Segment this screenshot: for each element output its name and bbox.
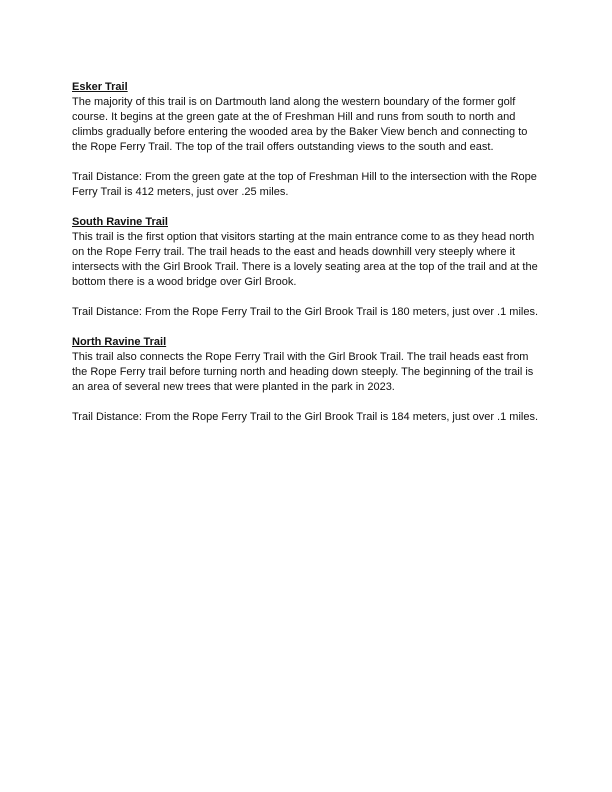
section-north-ravine-trail xyxy=(72,335,544,425)
section-south-ravine-trail xyxy=(72,215,544,320)
section-description: The majority of this trail is on Dartmouth land along the western boundary of the former golf course. It begins at the green gate at the of Freshman Hill and runs from south to north and climbs gradually before entering the wooded area by the Baker View bench and connecting to the Rope Ferry Trail. The top of the trail offers outstanding views to the south and east. xyxy=(72,96,528,153)
trail-distance: Trail Distance: From the Rope Ferry Trail to the Girl Brook Trail is 184 meters, just over .1 miles. xyxy=(72,411,539,423)
trail-distance: Trail Distance: From the green gate at the top of Freshman Hill to the intersection with the Rope Ferry Trail is 412 meters, just over .25 miles. xyxy=(72,171,537,198)
section-esker-trail xyxy=(72,80,544,200)
section-heading: North Ravine Trail xyxy=(72,336,167,348)
trail-distance: Trail Distance: From the Rope Ferry Trail to the Girl Brook Trail is 180 meters, just over .1 miles. xyxy=(72,306,539,318)
section-heading: Esker Trail xyxy=(72,81,128,93)
document-body xyxy=(72,80,544,425)
section-description: This trail is the first option that visitors starting at the main entrance come to as they head north on the Rope Ferry trail. The trail heads to the east and heads downhill very steeply where it intersects with the Girl Brook Trail. There is a lovely seating area at the top of the trail and at the bottom there is a wood bridge over Girl Brook. xyxy=(72,231,538,288)
section-heading: South Ravine Trail xyxy=(72,216,168,228)
section-description: This trail also connects the Rope Ferry Trail with the Girl Brook Trail. The trail heads east from the Rope Ferry trail before turning north and heading down steeply. The beginning of the trail is an area of several new trees that were planted in the park in 2023. xyxy=(72,351,534,393)
